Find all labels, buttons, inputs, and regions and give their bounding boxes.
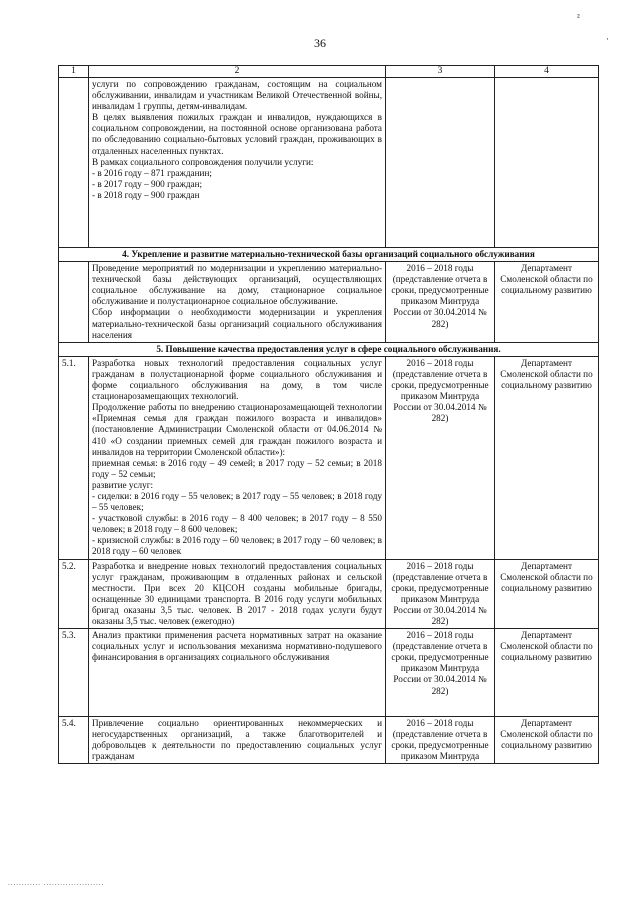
num-cell: 5.4. [59,717,89,764]
paragraph: - сиделки: в 2016 году – 55 человек; в 2017 году – 55 человек; в 2018 году – 55 человек; [92,490,382,513]
paragraph: приемная семья: в 2016 году – 49 семей; в 2017 году – 52 семьи; в 2018 году – 52 семьи; [92,457,382,479]
table-row [59,356,599,559]
corner-mark: ² [577,12,580,22]
header-row [59,66,599,78]
num-cell: 5.1. [59,356,89,559]
activity-cell [89,262,386,343]
table-row [59,559,599,629]
section-4-heading: 4. Укрепление и развитие материально-технической базы организаций социального обслуживания [59,248,599,262]
activity-cell [89,717,386,764]
paragraph: услуги по сопровождению гражданам, состоящим на социальном обслуживании, инвалидам и участникам Великой Отечественной войны, инвалидам 1 группы, детям-инвалидам. [92,79,382,112]
table-row [59,78,599,248]
paragraph: Разработка и внедрение новых технологий предоставления социальных услуг гражданам, проживающим в отдаленных районах и сельской местности. При всех 20 КЦСОН созданы мобильные бригады, оснащенные 30 единицами транспорта. В 2016 году услуги мобильных бригад оказаны 3,5 тыс. человек. В 2017 - 2018 годах услуги будут оказаны 3,5 тыс. человек (ежегодно) [92,560,382,626]
paragraph: развитие услуг: [92,479,154,490]
paragraph: Сбор информации о необходимости модернизации и укрепления материально-технической базы организаций социального обслуживания населения [92,307,382,340]
executor-cell: Департамент Смоленской области по социальному развитию [495,717,599,764]
term-cell: 2016 – 2018 годы (представление отчета в сроки, предусмотренные приказом Минтруда России от 30.04.2014 № 282) [386,629,495,717]
program-table [58,65,599,764]
num-cell [59,78,89,248]
paragraph: Разработка новых технологий предоставления социальных услуг гражданам в полустационарной форме социального обслуживания и форме социального обслуживания на дому, в том числе стационарозамещающих технологий. [92,357,382,402]
page-number: 36 [314,36,326,50]
paragraph: - участковой службы: в 2016 году – 8 400 человек; в 2017 году – 8 550 человек; в 2018 году – 8 600 человек; [92,513,382,535]
side-mark: · [606,34,609,44]
footer-mark: ............ ...................... [8,879,105,887]
header-col-1: 1 [59,66,89,78]
table-row [59,629,599,717]
executor-cell: Департамент Смоленской области по социальному развитию [495,262,599,343]
paragraph: - кризисной службы: в 2016 году – 60 человек; в 2017 году – 60 человек; в 2018 году – 60 человек [92,535,382,557]
term-cell: 2016 – 2018 годы (представление отчета в сроки, предусмотренные приказом Минтруда России от 30.04.2014 № 282) [386,356,495,559]
section-5-heading: 5. Повышение качества предоставления услуг в сфере социального обслуживания. [59,342,599,356]
header-col-3: 3 [386,66,495,78]
term-cell: 2016 – 2018 годы (представление отчета в сроки, предусмотренные приказом Минтруда России от 30.04.2014 № 282) [386,262,495,343]
executor-cell [495,78,599,248]
paragraph: - в 2018 году – 900 граждан [92,189,200,200]
activity-cell [89,629,386,717]
paragraph: Проведение мероприятий по модернизации и укреплению материально-технической базы действующих организаций, осуществляющих социальное обслуживание на дому, стационарное социальное обслуживание и полустационарное социальное обслуживание. [92,263,382,307]
paragraph: - в 2016 году – 871 гражданин; [92,167,212,178]
num-cell: 5.2. [59,559,89,629]
num-cell [59,262,89,343]
activity-cell [89,559,386,629]
header-col-4: 4 [495,66,599,78]
section-row [59,248,599,262]
paragraph: - в 2017 году – 900 граждан; [92,178,203,189]
executor-cell: Департамент Смоленской области по социальному развитию [495,629,599,717]
executor-cell: Департамент Смоленской области по социальному развитию [495,356,599,559]
paragraph: Продолжение работы по внедрению стационарозамещающей технологии «Приемная семья для граждан пожилого возраста и инвалидов» (постановление Администрации Смоленской области от 04.06.2014 № 410 «О создании приемных семей для граждан пожилого возраста и инвалидов на территории Смоленской области»): [92,402,382,457]
executor-cell: Департамент Смоленской области по социальному развитию [495,559,599,629]
activity-cell [89,78,386,248]
table-row [59,717,599,764]
term-cell: 2016 – 2018 годы (представление отчета в сроки, предусмотренные приказом Минтруда [386,717,495,764]
table-row [59,262,599,343]
term-cell: 2016 – 2018 годы (представление отчета в сроки, предусмотренные приказом Минтруда России от 30.04.2014 № 282) [386,559,495,629]
paragraph: В рамках социального сопровождения получили услуги: [92,156,314,167]
activity-cell [89,356,386,559]
paragraph: Привлечение социально ориентированных некоммерческих и негосударственных организаций, а также благотворителей и добровольцев к деятельности по предоставлению социальных услуг гражданам [92,718,382,762]
paragraph: В целях выявления пожилых граждан и инвалидов, нуждающихся в социальном сопровождении, на постоянной основе организована работа по обследованию социально-бытовых условий граждан, проживающих в отдаленных населенных пунктах. [92,112,382,156]
header-col-2: 2 [89,66,386,78]
term-cell [386,78,495,248]
num-cell: 5.3. [59,629,89,717]
paragraph: Анализ практики применения расчета нормативных затрат на оказание социальных услуг и использования механизма нормативно-подушевого финансирования в организациях социального обслуживания [92,630,382,663]
section-row [59,342,599,356]
